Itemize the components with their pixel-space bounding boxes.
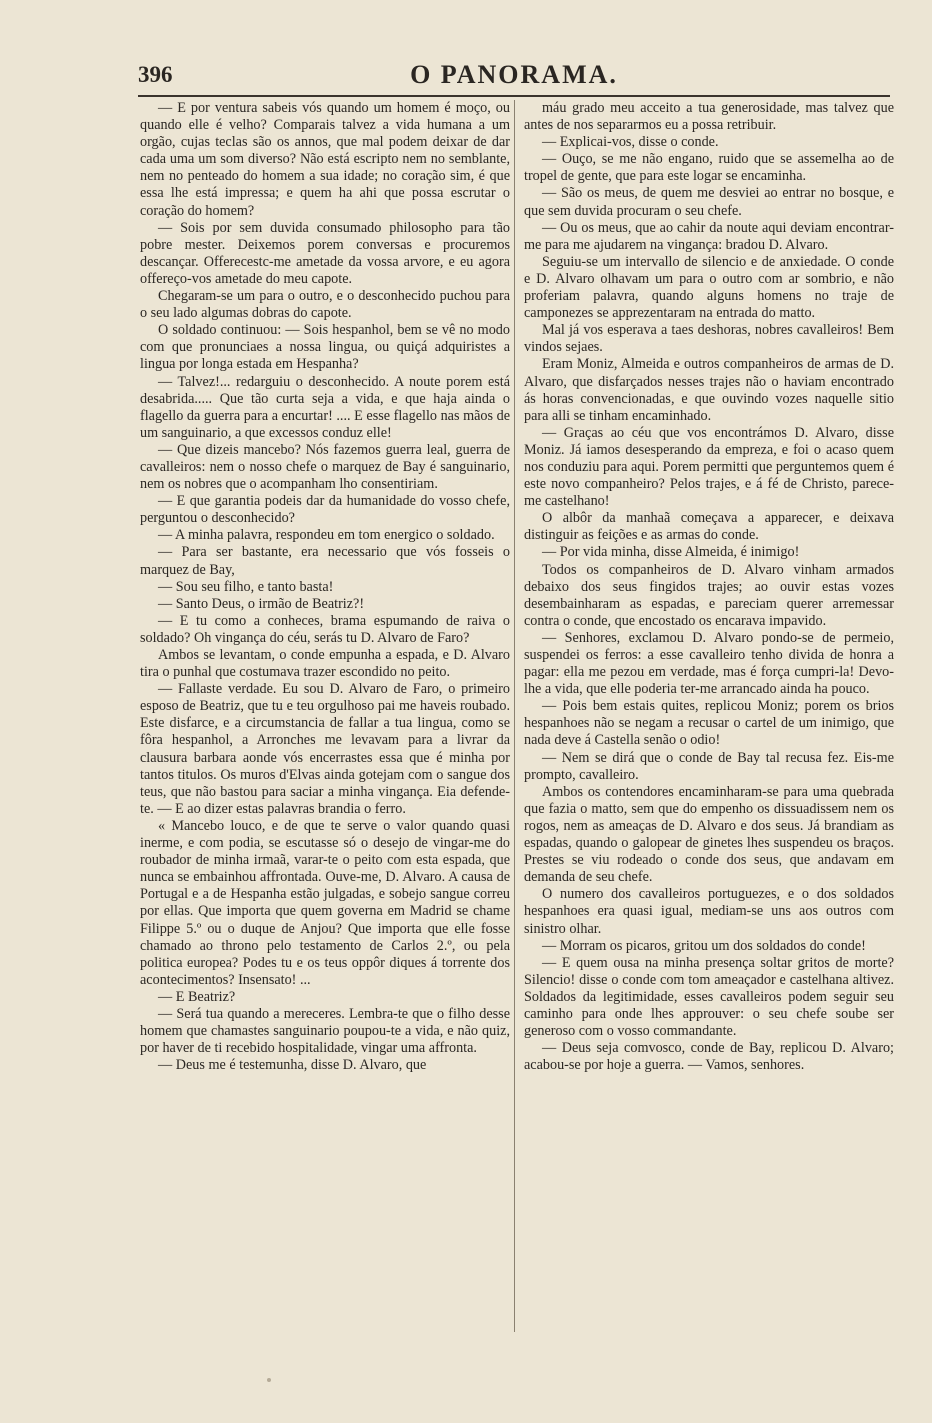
paragraph: O numero dos cavalleiros portuguezes, e o dos soldados hespanhoes era quasi igual, mediam-se uns aos outros com sinistro olhar. bbox=[524, 886, 894, 937]
paragraph: — Sou seu filho, e tanto basta! bbox=[158, 578, 334, 595]
paragraph: máu grado meu acceito a tua generosidade, mas talvez que antes de nos separarmos eu a possa retribuir. bbox=[524, 100, 894, 134]
paragraph: — Graças ao céu que vos encontrámos D. Alvaro, disse Moniz. Já iamos desesperando da empreza, e foi o acaso quem nos conduziu para aqui. Porem permitti que perguntemos quem é este novo companheiro? Pelos trajes, e á fé de Christo, parece-me castelhano! bbox=[524, 424, 894, 510]
paragraph: Ambos se levantam, o conde empunha a espada, e D. Alvaro tira o punhal que costumava trazer escondido no peito. bbox=[140, 647, 510, 681]
paragraph: — E tu como a conheces, brama espumando de raiva o soldado? Oh vingança do céu, serás tu D. Alvaro de Faro? bbox=[140, 612, 510, 646]
paragraph: — E quem ousa na minha presença soltar gritos de morte? Silencio! disse o conde com tom ameaçador e castelhana altivez. Soldados da legitimidade, esses cavalleiros podem seguir seu caminho para onde lhes approuver: o seu chefe soube ser generoso com o vosso commandante. bbox=[524, 954, 894, 1040]
paragraph: — A minha palavra, respondeu em tom energico o soldado. bbox=[158, 527, 495, 544]
paragraph: — Santo Deus, o irmão de Beatriz?! bbox=[158, 595, 365, 612]
paragraph: — Para ser bastante, era necessario que vós fosseis o marquez de Bay, bbox=[140, 544, 510, 578]
paragraph: — Por vida minha, disse Almeida, é inimigo! bbox=[542, 544, 800, 561]
paragraph: — Sois por sem duvida consumado philosopho para tão pobre mester. Deixemos porem conversas e procuremos descançar. Offerecestc-me ametade da vossa arvore, e eu agora offereço-vos ametade do meu capote. bbox=[140, 219, 510, 287]
paragraph: — Ou os meus, que ao cahir da noute aqui deviam encontrar-me para me ajudarem na vingança: bradou D. Alvaro. bbox=[524, 219, 894, 253]
page-number: 396 bbox=[138, 62, 173, 87]
paragraph: — Será tua quando a mereceres. Lembra-te que o filho desse homem que chamastes sanguinario poupou-te a vida, e não quiz, por haver de ti recebido hospitalidade, vingar uma affronta. bbox=[140, 1005, 510, 1057]
paragraph: — E Beatriz? bbox=[158, 988, 236, 1005]
paragraph: — Talvez!... redarguiu o desconhecido. A noute porem está desabrida..... Que tão curta seja a vida, e que haja ainda o flagello da guerra para a encurtar! .... E esse flagello nas mãos de um sanguinario, a que excessos conduz elle! bbox=[140, 373, 510, 441]
paragraph: — Morram os picaros, gritou um dos soldados do conde! bbox=[542, 937, 866, 954]
left-column bbox=[140, 100, 510, 1074]
paragraph: — Fallaste verdade. Eu sou D. Alvaro de Faro, o primeiro esposo de Beatriz, que tu e teu orgulhoso pai me haveis roubado. Este disfarce, e a circumstancia de fallar a tua lingua, como se fôra hespanhol, a Arronches me levavam para a livrar da clausura barbara aonde vós encerrastes essa que é minha por tantos titulos. Os muros d'Elvas ainda gotejam com o sangue dos teus, que não bastou para saciar a minha vingança. Eia defende-te. — E ao dizer estas palavras brandia o ferro. bbox=[140, 681, 510, 817]
paragraph: Mal já vos esperava a taes deshoras, nobres cavalleiros! Bem vindos sejaes. bbox=[524, 322, 894, 356]
paragraph: — Que dizeis mancebo? Nós fazemos guerra leal, guerra de cavalleiros: nem o nosso chefe o marquez de Bay é sanguinario, nem os nobres que o acompanham lho consentiriam. bbox=[140, 441, 510, 493]
publication-title: O PANORAMA. bbox=[410, 60, 618, 89]
paragraph: Seguiu-se um intervallo de silencio e de anxiedade. O conde e D. Alvaro olhavam um para o outro com ar sombrio, e não proferiam palavra, quando alguns homens no traje de camponezes se apprezentaram na entrada do matto. bbox=[524, 253, 894, 322]
paragraph: Chegaram-se um para o outro, e o desconhecido puchou para o seu lado algumas dobras do capote. bbox=[140, 288, 510, 322]
paragraph: « Mancebo louco, e de que te serve o valor quando quasi inerme, e com podia, se escutasse só o desejo de vingar-me do roubador de minha irmaã, varar-te o peito com esta espada, que nunca se embainhou affrontada. Ouve-me, D. Alvaro. A causa de Portugal e a de Hespanha estão julgadas, e sobejo sangue correu por ellas. Que importa que quem governa em Madrid se chame Filippe 5.º ou o duque de Anjou? Que importa que elle fosse chamado ao throno pelo testamento de Carlos 2.º, ou pela politica europea? Podes tu e os teus oppôr diques á torrente dos acontecimentos? Insensato! ... bbox=[140, 817, 510, 988]
paragraph: — Ouço, se me não engano, ruido que se assemelha ao de tropel de gente, que para este logar se encaminha. bbox=[524, 151, 894, 185]
paragraph: — Explicai-vos, disse o conde. bbox=[542, 134, 719, 151]
paragraph: — Deus seja comvosco, conde de Bay, replicou D. Alvaro; acabou-se por hoje a guerra. — Vamos, senhores. bbox=[524, 1040, 894, 1074]
right-column bbox=[524, 100, 894, 1074]
paragraph: — Senhores, exclamou D. Alvaro pondo-se de permeio, suspendei os ferros: a esse cavalleiro tenho divida de honra a pagar: ella me pezou em verdade, mas é força cumpri-la! Devo-lhe a vida, que elle poderia ter-me arrancado ainda ha pouco. bbox=[524, 629, 894, 698]
page-header bbox=[138, 50, 890, 92]
column-divider bbox=[514, 100, 515, 1332]
paragraph: — Pois bem estais quites, replicou Moniz; porem os brios hespanhoes não se negam a recusar o cartel de um inimigo, que nada deve á Castella senão o odio! bbox=[524, 698, 894, 749]
paragraph: — Deus me é testemunha, disse D. Alvaro, que bbox=[158, 1057, 427, 1074]
paragraph: Ambos os contendores encaminharam-se para uma quebrada que fazia o matto, sem que do empenho os dissuadissem nem os rogos, nem as ameaças de D. Alvaro e dos seus. Já brandiam as espadas, quando o galopear de ginetes lhes suspendeu os braços. Prestes se viu rodeado o conde dos seus, que andavam em demanda de seu chefe. bbox=[524, 783, 894, 886]
paragraph: — E por ventura sabeis vós quando um homem é moço, ou quando elle é velho? Comparais talvez a vida humana a um orgão, cujas teclas são os annos, que mal podem deixar de dar cada uma um som diverso? Não está escripto nem no semblante, nem no penteado do homem a sua idade; no coração sim, é que essa lhe está impressa; e quem ha ahi que possa escrutar o coração do homem? bbox=[140, 100, 510, 219]
paragraph: O soldado continuou: — Sois hespanhol, bem se vê no modo com que pronunciaes a nossa lingua, ou quiçá adquiristes a lingua por longa estada em Hespanha? bbox=[140, 322, 510, 373]
ink-speck bbox=[267, 1378, 271, 1382]
paragraph: Todos os companheiros de D. Alvaro vinham armados debaixo dos seus fingidos trajes; ao ouvir estas vozes desembainharam as espadas, e pareciam querer arremessar contra o conde, que encostado os encarava impavido. bbox=[524, 561, 894, 629]
paragraph: — E que garantia podeis dar da humanidade do vosso chefe, perguntou o desconhecido? bbox=[140, 493, 510, 527]
header-rule bbox=[138, 95, 890, 97]
paragraph: Eram Moniz, Almeida e outros companheiros de armas de D. Alvaro, que disfarçados nesses trajes não o haviam encontrado ás horas convencionadas, e que ouvindo vozes naquelle sitio para alli se tinham encaminhado. bbox=[524, 356, 894, 424]
paragraph: O albôr da manhaã começava a apparecer, e deixava distinguir as feições e as armas do conde. bbox=[524, 510, 894, 544]
paragraph: — São os meus, de quem me desviei ao entrar no bosque, e que sem duvida procuram o seu chefe. bbox=[524, 185, 894, 219]
paragraph: — Nem se dirá que o conde de Bay tal recusa fez. Eis-me prompto, cavalleiro. bbox=[524, 749, 894, 783]
